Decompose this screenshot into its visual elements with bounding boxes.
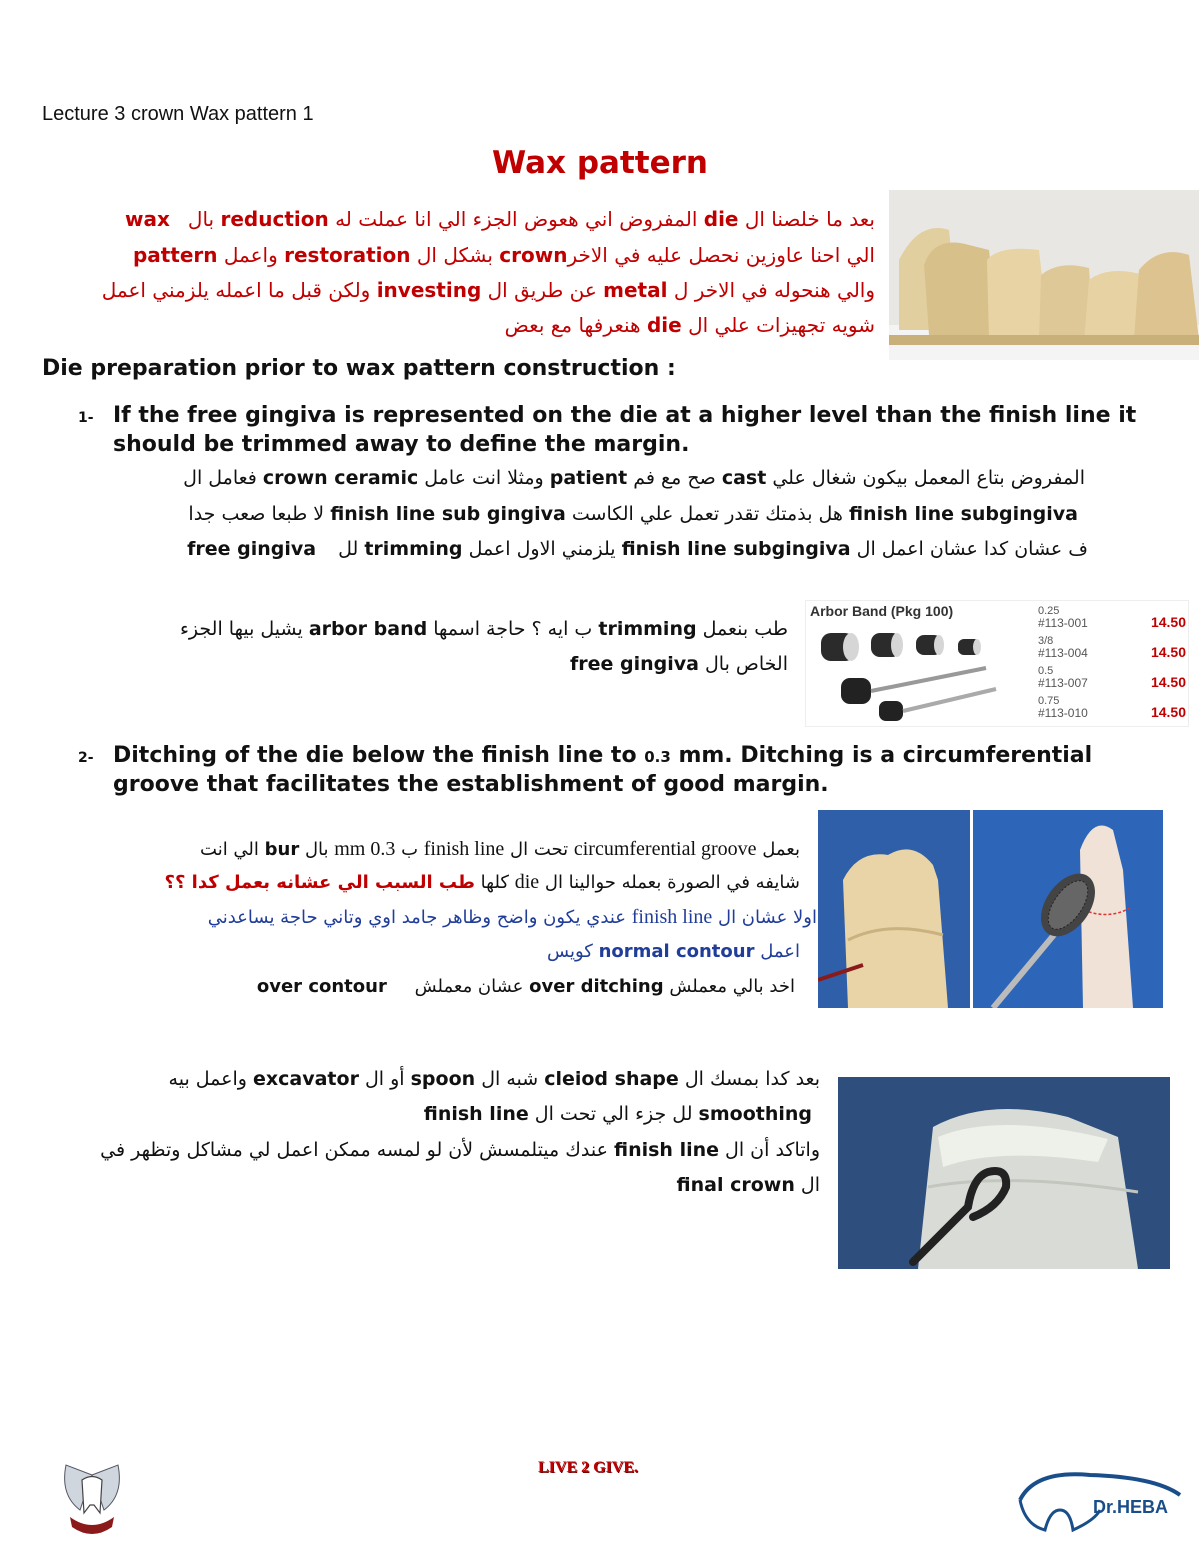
text: بعد كدا بمسك ال bbox=[678, 1068, 820, 1090]
term: final crown bbox=[676, 1174, 795, 1196]
term: circumferential groove bbox=[573, 838, 757, 860]
arbor-arabic-2 bbox=[570, 647, 788, 681]
point-1-arabic-3 bbox=[187, 532, 1088, 566]
term: normal contour bbox=[598, 941, 755, 962]
text: ومثلا انت عامل bbox=[418, 467, 550, 489]
text: هنعرفها مع بعض bbox=[504, 313, 647, 337]
point-2-arabic-3 bbox=[208, 900, 817, 935]
intro-line-1 bbox=[125, 202, 875, 236]
term: finish line sub gingiva bbox=[330, 503, 566, 525]
text: ف عشان كدا عشان اعمل ال bbox=[850, 538, 1088, 560]
intro-line-4 bbox=[505, 308, 875, 342]
term: arbor band bbox=[308, 618, 428, 640]
term: restoration bbox=[284, 243, 411, 267]
text: بشكل ال bbox=[410, 243, 500, 267]
text: بال bbox=[299, 839, 335, 860]
term: investing bbox=[376, 278, 482, 302]
ditching-photo bbox=[818, 810, 1163, 1008]
footer-tagline: LIVE 2 GIVE. bbox=[538, 1459, 639, 1476]
point-2-arabic-1 bbox=[200, 832, 800, 867]
text: لل جزء الي تحت ال bbox=[528, 1103, 699, 1125]
text: ب bbox=[395, 839, 424, 860]
text: عندك ميتلمسش لأن لو لمسه ممكن اعمل لي مشاكل وتظهر في bbox=[100, 1139, 614, 1161]
point-1-arabic-2 bbox=[188, 497, 1078, 531]
term: trimming bbox=[364, 538, 463, 560]
text: اولا عشان ال bbox=[712, 907, 817, 928]
arbor-price-list bbox=[1038, 603, 1186, 723]
point-3-arabic-3 bbox=[100, 1133, 820, 1167]
code: #113-001 bbox=[1038, 616, 1088, 630]
term: finish line bbox=[631, 906, 713, 928]
intro-line-3 bbox=[102, 273, 875, 307]
price-row bbox=[1038, 663, 1186, 693]
term: wax bbox=[125, 207, 170, 231]
text: فعامل ال bbox=[183, 467, 263, 489]
term: pattern bbox=[132, 243, 218, 267]
text: شويه تجهيزات علي ال bbox=[681, 313, 875, 337]
question: طب السبب الي عشانه بعمل كدا ؟؟ bbox=[164, 872, 475, 893]
point-3-arabic-4 bbox=[677, 1168, 820, 1202]
point-1-arabic-1 bbox=[183, 461, 1085, 495]
term: smoothing bbox=[698, 1103, 812, 1125]
page-title: Wax pattern bbox=[492, 145, 708, 181]
text: المفروض بتاع المعمل بيكون شغال علي bbox=[766, 467, 1085, 489]
text: هل بذمتك تقدر تعمل علي الكاست bbox=[565, 503, 849, 525]
size: 0.75 bbox=[1038, 695, 1060, 707]
intro-line-2 bbox=[133, 238, 875, 272]
term: patient bbox=[549, 467, 628, 489]
price: 14.50 bbox=[1150, 614, 1186, 630]
point-2-line-1 bbox=[113, 741, 1092, 772]
point-2-line-2: groove that facilitates the establishment of good margin. bbox=[113, 772, 829, 797]
text: ب ايه ؟ حاجة اسمها bbox=[427, 618, 599, 640]
point-3-arabic-2 bbox=[424, 1097, 812, 1131]
text: بعمل bbox=[756, 839, 800, 860]
term: cleiod shape bbox=[544, 1068, 679, 1090]
text: لل bbox=[338, 538, 365, 560]
value: 0.3 bbox=[644, 748, 671, 766]
text: كويس bbox=[547, 941, 599, 962]
size: 0.25 bbox=[1038, 605, 1060, 617]
term: reduction bbox=[220, 207, 329, 231]
size: 3/8 bbox=[1038, 635, 1054, 647]
text: عن طريق ال bbox=[481, 278, 604, 302]
text: ولكن قبل ما اعمله يلزمني اعمل bbox=[101, 278, 377, 302]
term: over contour bbox=[256, 976, 387, 997]
wax-die-photo bbox=[889, 190, 1199, 360]
term: over ditching bbox=[529, 976, 664, 997]
term: finish line bbox=[423, 1103, 529, 1125]
text: صح مع فم bbox=[627, 467, 722, 489]
text: تحت ال bbox=[504, 839, 574, 860]
smoothing-photo bbox=[838, 1077, 1170, 1269]
term: trimming bbox=[598, 618, 697, 640]
text: اخد بالي معملش bbox=[663, 976, 795, 997]
lecture-title: Lecture 3 crown Wax pattern 1 bbox=[42, 103, 314, 125]
term: crown bbox=[499, 243, 568, 267]
term: die bbox=[703, 207, 739, 231]
term: finish line bbox=[614, 1139, 720, 1161]
text: عشان معملش bbox=[408, 976, 530, 997]
section-heading: Die preparation prior to wax pattern construction : bbox=[42, 356, 676, 381]
price-row bbox=[1038, 693, 1186, 723]
arbor-band-title: Arbor Band (Pkg 100) bbox=[810, 603, 954, 619]
term: cast bbox=[721, 467, 767, 489]
code: #113-007 bbox=[1038, 676, 1088, 690]
price: 14.50 bbox=[1150, 644, 1186, 660]
term: crown ceramic bbox=[262, 467, 419, 489]
term: spoon bbox=[410, 1068, 476, 1090]
wings-tooth-logo bbox=[58, 1455, 126, 1545]
term: die bbox=[514, 871, 540, 893]
text: كلها bbox=[474, 872, 515, 893]
price: 14.50 bbox=[1150, 674, 1186, 690]
point-2-arabic-2 bbox=[165, 865, 800, 900]
dr-heba-logo bbox=[1015, 1465, 1185, 1537]
point-3-arabic-1 bbox=[169, 1062, 820, 1096]
point-2-arabic-5 bbox=[257, 970, 795, 1004]
text: يلزمني الاول اعمل bbox=[462, 538, 622, 560]
text: الي احنا عاوزين نحصل عليه في الاخر bbox=[567, 243, 875, 267]
logo-text-a: Dr. bbox=[1093, 1497, 1118, 1517]
term: finish line bbox=[423, 838, 505, 860]
price-row bbox=[1038, 633, 1186, 663]
text: mm. Ditching is a circumferential bbox=[670, 743, 1093, 768]
text: عندي يكون واضح وظاهر جامد اوي وتاني حاجة يساعدني bbox=[207, 907, 632, 928]
text: ال bbox=[794, 1174, 820, 1196]
term: free gingiva bbox=[187, 538, 317, 560]
text: واتاكد أن ال bbox=[719, 1139, 820, 1161]
arbor-arabic-1 bbox=[180, 612, 788, 646]
term: die bbox=[646, 313, 682, 337]
point-1-number: 1- bbox=[78, 410, 94, 426]
price: 14.50 bbox=[1150, 704, 1186, 720]
text: Ditching of the die below the finish line to bbox=[113, 743, 645, 768]
logo-text-b: HEBA bbox=[1117, 1497, 1169, 1517]
text: طب بنعمل bbox=[696, 618, 788, 640]
text: أو ال bbox=[358, 1068, 411, 1090]
term: excavator bbox=[253, 1068, 359, 1090]
text: يشيل بيها الجزء bbox=[180, 618, 309, 640]
point-2-number: 2- bbox=[78, 750, 94, 766]
text: اعمل bbox=[754, 941, 800, 962]
text: الخاص بال bbox=[698, 653, 788, 675]
text: المفروض اني هعوض الجزء الي انا عملت له bbox=[328, 207, 704, 231]
value: 0.3 mm bbox=[334, 838, 396, 860]
text: واعمل bbox=[217, 243, 285, 267]
code: #113-010 bbox=[1038, 706, 1088, 720]
price-row bbox=[1038, 603, 1186, 633]
text: بال bbox=[187, 207, 221, 231]
point-2-arabic-4 bbox=[547, 935, 800, 969]
point-1-line-2: should be trimmed away to define the margin. bbox=[113, 432, 690, 457]
term: free gingiva bbox=[569, 653, 699, 675]
term: metal bbox=[603, 278, 668, 302]
term: finish line subgingiva bbox=[621, 538, 851, 560]
text: لا طبعا صعب جدا bbox=[188, 503, 331, 525]
text: والي هنحوله في الاخر ل bbox=[667, 278, 875, 302]
text: الي انت bbox=[200, 839, 265, 860]
text: بعد ما خلصنا ال bbox=[738, 207, 875, 231]
logo-text bbox=[1093, 1497, 1168, 1518]
arbor-band-catalog-image bbox=[805, 600, 1189, 727]
term: finish line subgingiva bbox=[848, 503, 1078, 525]
text: شايفه في الصورة بعمله حوالينا ال bbox=[539, 872, 800, 893]
term: bur bbox=[264, 839, 300, 860]
text: واعمل بيه bbox=[168, 1068, 253, 1090]
point-1-line-1: If the free gingiva is represented on the die at a higher level than the finish line it bbox=[113, 403, 1137, 428]
code: #113-004 bbox=[1038, 646, 1088, 660]
text: شبه ال bbox=[475, 1068, 545, 1090]
size: 0.5 bbox=[1038, 665, 1054, 677]
